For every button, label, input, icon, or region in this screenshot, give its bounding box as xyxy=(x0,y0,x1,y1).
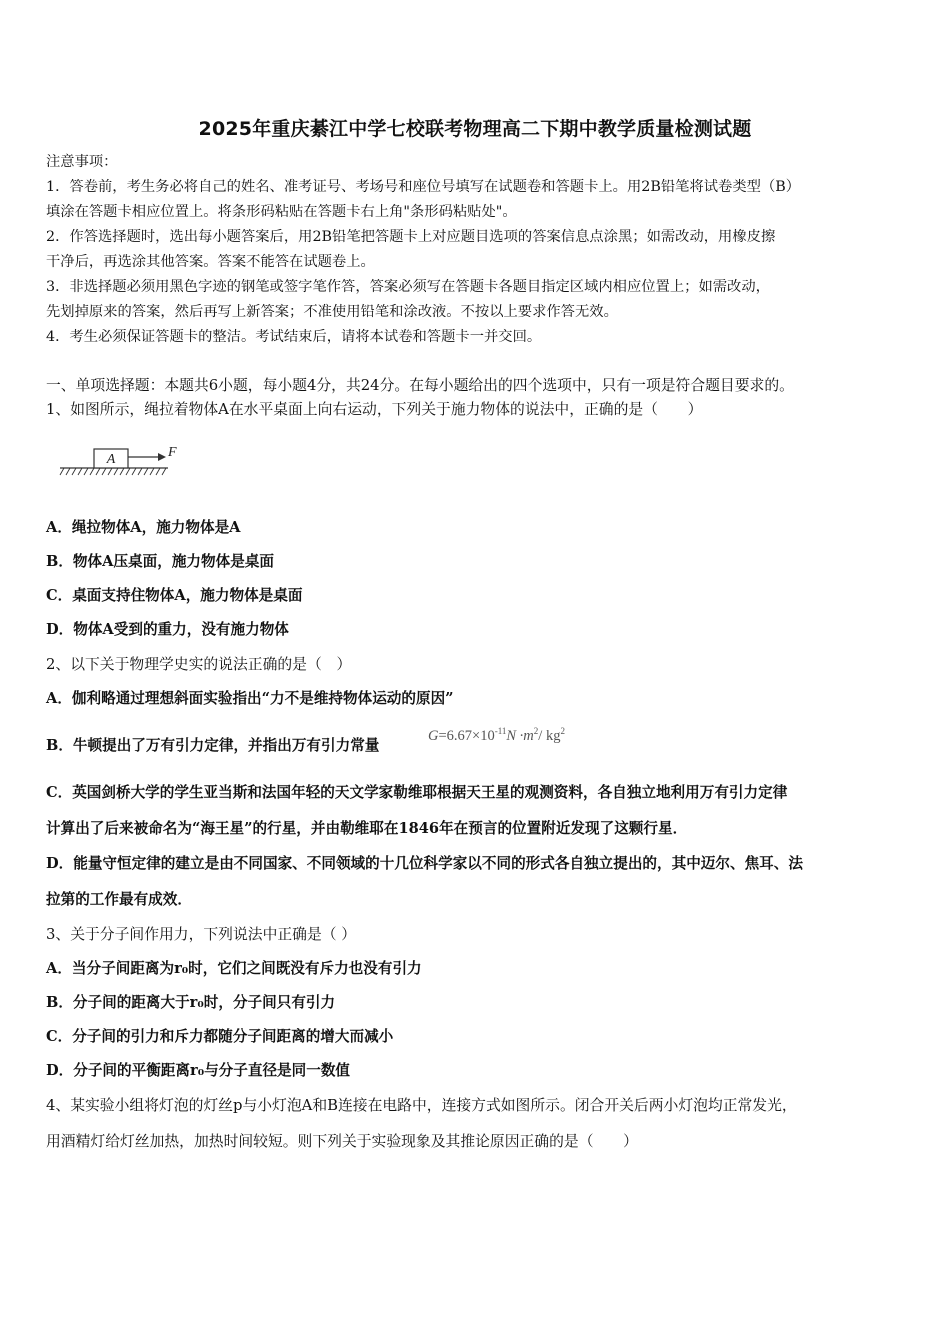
q3-option-c: C．分子间的引力和斥力都随分子间距离的增大而减小 xyxy=(46,1028,394,1045)
question-1-stem: 1、如图所示，绳拉着物体A在水平桌面上向右运动，下列关于施力物体的说法中，正确的是（ ） xyxy=(46,401,703,418)
notice-line: 干净后，再选涂其他答案。答案不能答在试题卷上。 xyxy=(46,254,375,270)
q3-option-d: D．分子间的平衡距离r₀与分子直径是同一数值 xyxy=(46,1062,351,1079)
notice-line: 填涂在答题卡相应位置上。将条形码粘贴在答题卡右上角"条形码粘贴处"。 xyxy=(46,204,517,220)
notice-heading: 注意事项： xyxy=(46,154,118,170)
block-label: A xyxy=(106,452,116,467)
q2-option-c-cont: 计算出了后来被命名为“海王星”的行星，并由勒维耶在1846年在预言的位置附近发现了这颗行星． xyxy=(46,820,688,837)
q3-option-b: B．分子间的距离大于r₀时，分子间只有引力 xyxy=(46,994,336,1011)
q1-option-b: B．物体A压桌面，施力物体是桌面 xyxy=(46,553,274,570)
notice-line: 先划掉原来的答案，然后再写上新答案；不准使用铅笔和涂改液。不按以上要求作答无效。 xyxy=(46,304,618,320)
q2-option-c: C．英国剑桥大学的学生亚当斯和法国年轻的天文学家勒维耶根据天王星的观测资料，各自独立地利用万有引力定律 xyxy=(46,784,788,801)
question-4-stem-cont: 用酒精灯给灯丝加热，加热时间较短。则下列关于实验现象及其推论原因正确的是（ ） xyxy=(46,1133,638,1150)
question-3-stem: 3、关于分子间作用力，下列说法中正确是（ ） xyxy=(46,926,357,943)
section-heading: 一、单项选择题：本题共6小题，每小题4分，共24分。在每小题给出的四个选项中，只有一项是符合题目要求的。 xyxy=(46,377,794,394)
q1-option-a: A．绳拉物体A，施力物体是A xyxy=(46,519,241,536)
notice-line: 4．考生必须保证答题卡的整洁。考试结束后，请将本试卷和答题卡一并交回。 xyxy=(46,329,542,345)
force-label: F xyxy=(168,445,177,460)
q2-option-b: B．牛顿提出了万有引力定律，并指出万有引力常量 xyxy=(46,737,380,754)
page-title: 2025年重庆綦江中学七校联考物理高二下期中教学质量检测试题 xyxy=(198,118,752,140)
q2-option-d-cont: 拉第的工作最有成效． xyxy=(46,891,192,908)
notice-line: 2．作答选择题时，选出每小题答案后，用2B铅笔把答题卡上对应题目选项的答案信息点涂黑；如需改动，用橡皮擦 xyxy=(46,229,776,245)
q2-option-d: D．能量守恒定律的建立是由不同国家、不同领域的十几位科学家以不同的形式各自独立提出的，其中迈尔、焦耳、法 xyxy=(46,855,803,872)
question-2-stem: 2、以下关于物理学史实的说法正确的是（ ） xyxy=(46,656,352,673)
notice-line: 1．答卷前，考生务必将自己的姓名、准考证号、考场号和座位号填写在试题卷和答题卡上。用2B铅笔将试卷类型（B） xyxy=(46,179,801,195)
q3-option-a: A．当分子间距离为r₀时，它们之间既没有斥力也没有引力 xyxy=(46,960,422,977)
question-4-stem: 4、某实验小组将灯泡的灯丝p与小灯泡A和B连接在电路中，连接方式如图所示。闭合开关后两小灯泡均正常发光， xyxy=(46,1097,797,1114)
notice-line: 3．非选择题必须用黑色字迹的钢笔或签字笔作答，答案必须写在答题卡各题目指定区域内相应位置上；如需改动， xyxy=(46,279,770,295)
q1-option-d: D．物体A受到的重力，没有施力物体 xyxy=(46,621,289,638)
q2-option-a: A．伽利略通过理想斜面实验指出“力不是维持物体运动的原因” xyxy=(46,690,454,707)
block-force-diagram xyxy=(58,443,188,483)
gravitational-constant-formula: $G=6.67\times 10^{-11}N \cdot m^2/$ $kg^2$ xyxy=(428,726,565,744)
q1-option-c: C．桌面支持住物体A，施力物体是桌面 xyxy=(46,587,303,604)
